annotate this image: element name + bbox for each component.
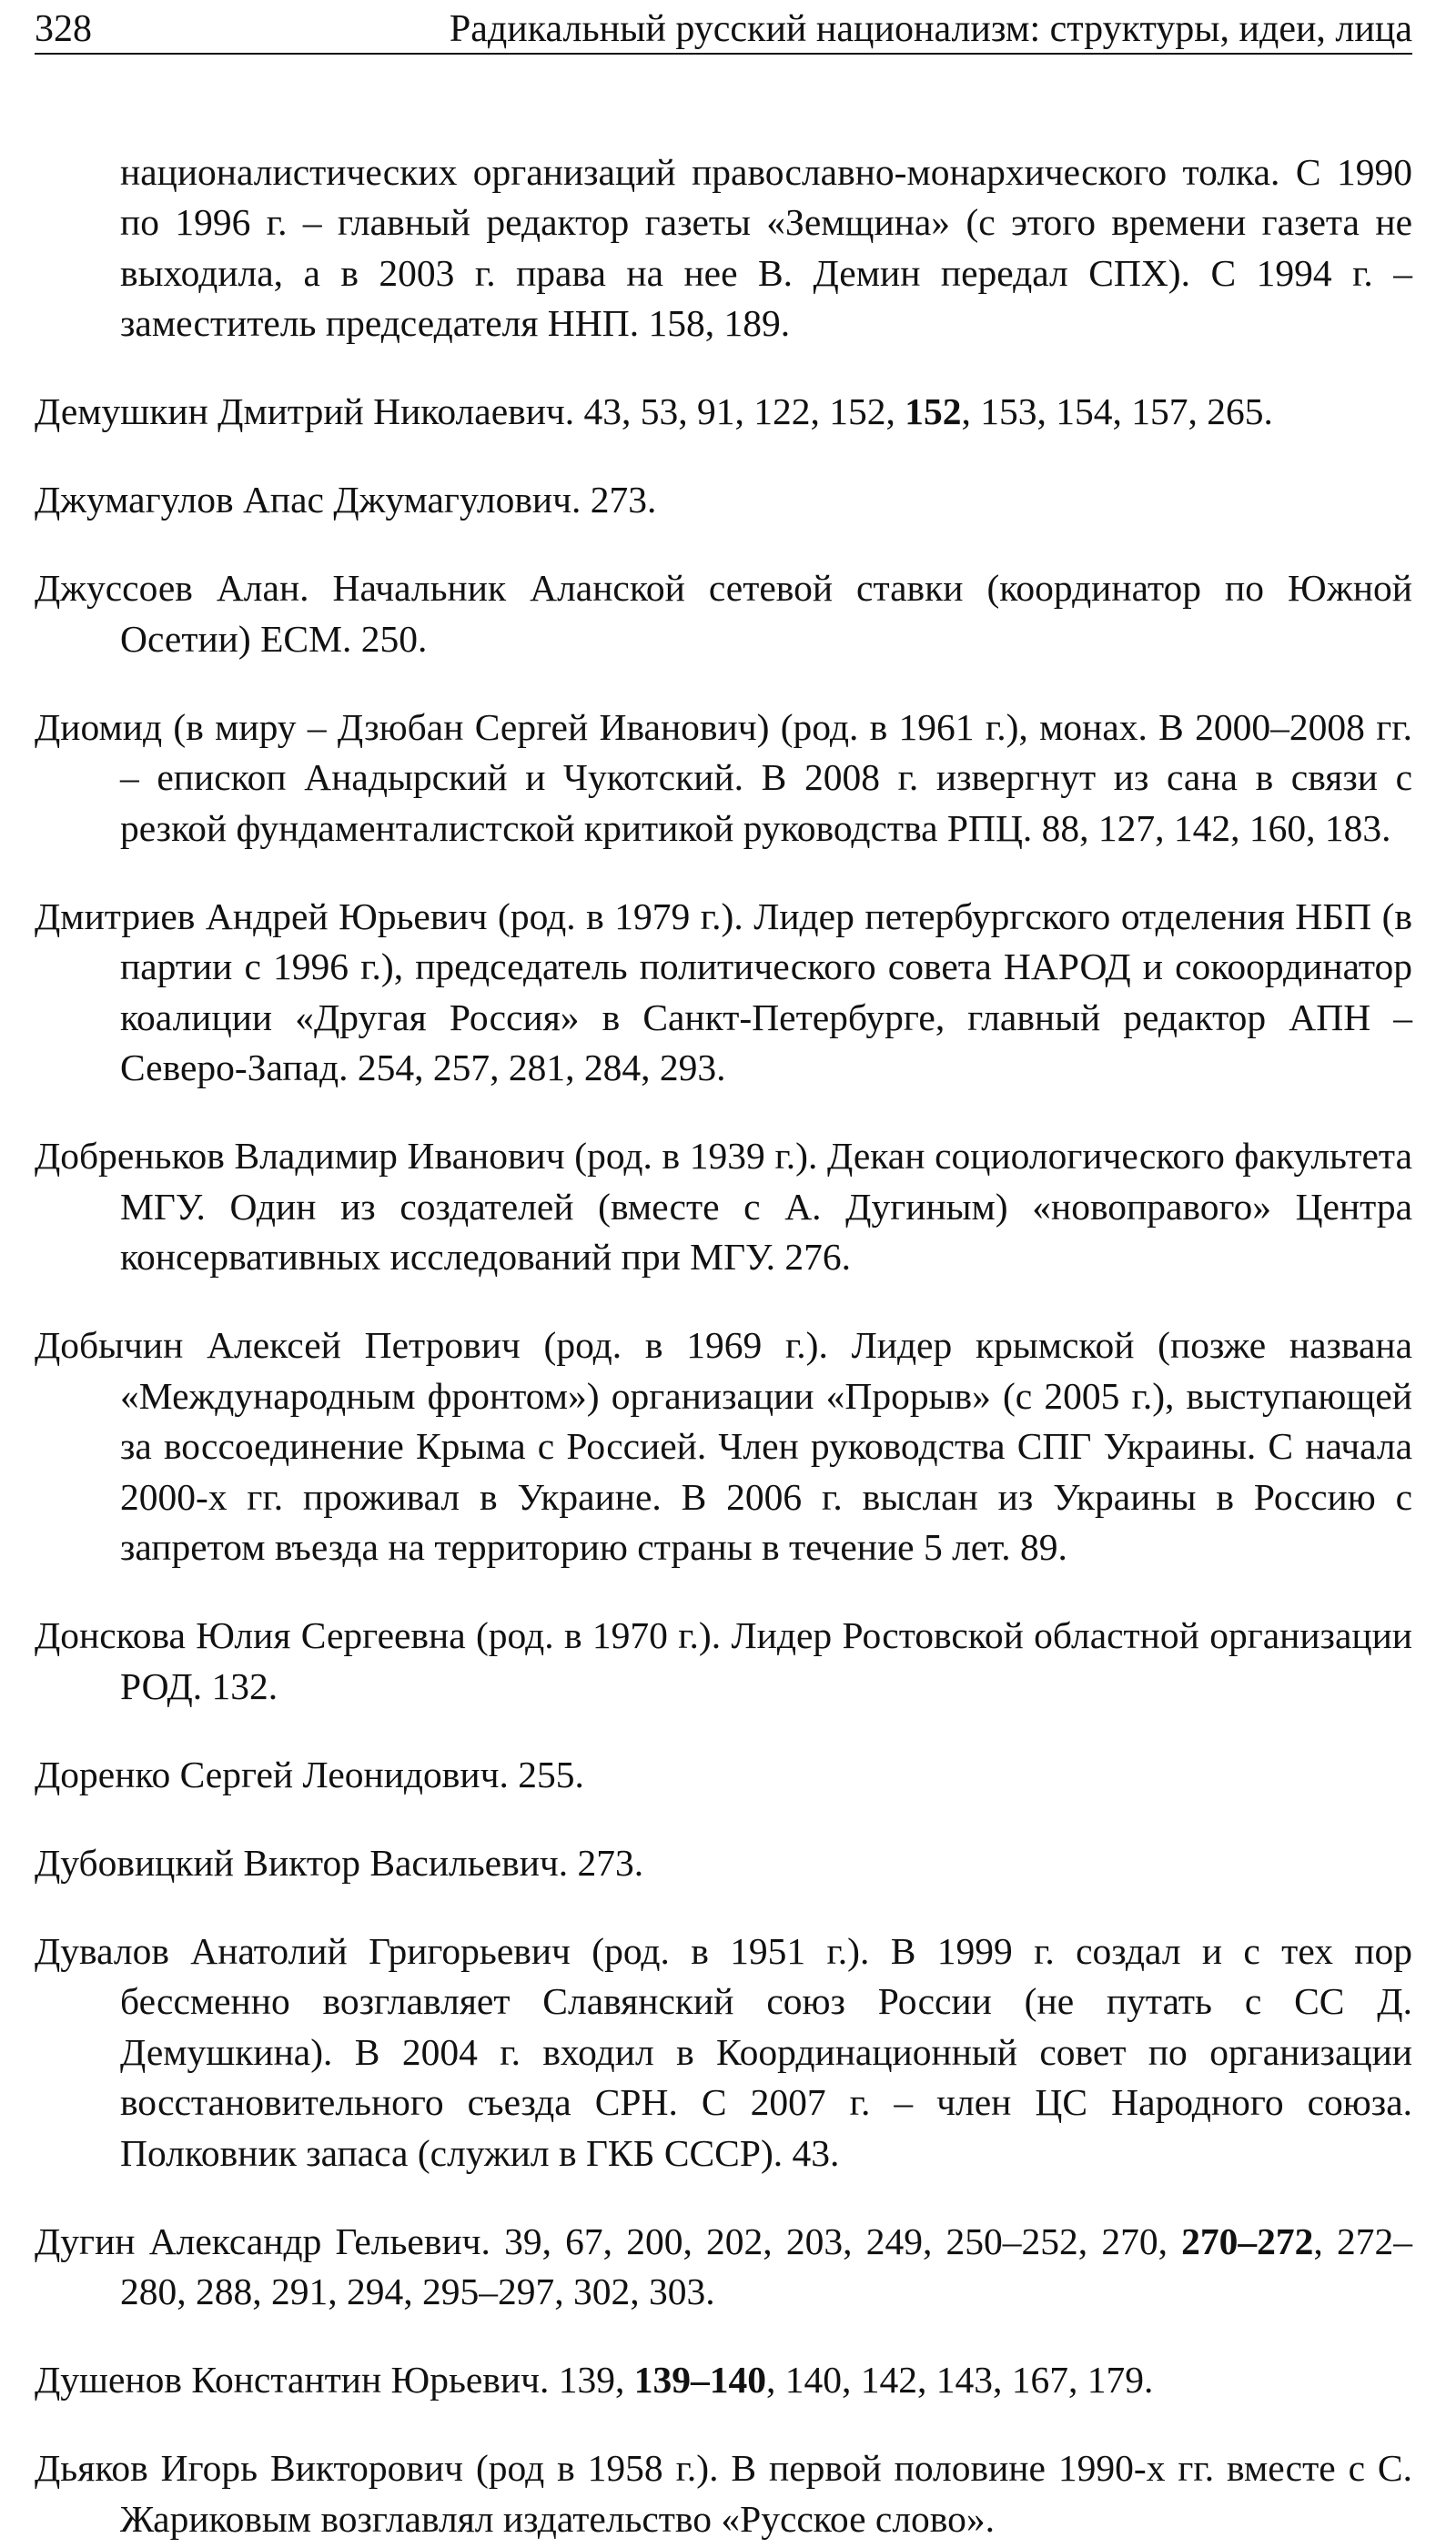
bold-page-ref: 139–140: [633, 2359, 766, 2401]
index-entry-dzhussoev: Джуссоев Алан. Начальник Аланской сетевой ставки (координатор по Южной Осетии) ЕСМ. 250.: [35, 567, 1412, 660]
index-entry-dubovitsky: Дубовицкий Виктор Васильевич. 273.: [35, 1841, 644, 1884]
index-entry-dugin: Дугин Александр Гельевич. 39, 67, 200, 202, 203, 249, 250–252, 270, 270–272, 272–280, 288, 291, 294, 295–297, 302, 303.: [35, 2219, 1412, 2312]
index-entry-duvalov: Дувалов Анатолий Григорьевич (род. в 1951 г.). В 1999 г. создал и с тех пор бессменно возглавляет Славянский союз России (не путать с СС Д. Демушкина). В 2004 г. входил в Координационный совет по организации восстановительного съезда СРН. С 2007 г. – член ЦС Народного союза. Полковник запаса (служил в ГКБ СССР). 43.: [35, 1929, 1412, 2174]
index-body: [35, 109, 1412, 2548]
index-entry-dorenko: Доренко Сергей Леонидович. 255.: [35, 1753, 584, 1795]
bold-page-ref: 152: [905, 390, 962, 432]
index-entry-demushkin: Демушкин Дмитрий Николаевич. 43, 53, 91, 122, 152, 152, 153, 154, 157, 265.: [35, 390, 1273, 432]
index-entry-dzhumagulov: Джумагулов Апас Джумагулович. 273.: [35, 479, 657, 521]
index-entry-dmitriev: Дмитриев Андрей Юрьевич (род. в 1979 г.). Лидер петербургского отделения НБП (в партии с 1996 г.), председатель политического совета НАРОД и сокоординатор коалиции «Другая Россия» в Санкт-Петербурге, главный редактор АПН – Северо-Запад. 254, 257, 281, 284, 293.: [35, 895, 1412, 1088]
index-entry-dobrenkov: Добреньков Владимир Иванович (род. в 1939 г.). Декан социологического факультета МГУ. Один из создателей (вместе с А. Дугиным) «новоправого» Центра консервативных исследований при МГУ. 276.: [35, 1135, 1412, 1278]
document-page: [35, 0, 1412, 2540]
index-entry-demin-continued: националистических организаций православно-монархического толка. С 1990 по 1996 г. – главный редактор газеты «Земщина» (с этого времени газета не выходила, а в 2003 г. права на нее В. Демин передал СПХ). С 1994 г. – заместитель председателя ННП. 158, 189.: [120, 150, 1412, 344]
index-entry-donskova: Донскова Юлия Сергеевна (род. в 1970 г.). Лидер Ростовской областной организации РОД. 132.: [35, 1614, 1412, 1707]
running-header: [35, 5, 1412, 55]
index-entry-diomid: Диомид (в миру – Дзюбан Сергей Иванович) (род. в 1961 г.), монах. В 2000–2008 гг. – епископ Анадырский и Чукотский. В 2008 г. извергнут из сана в связи с резкой фундаменталистской критикой руководства РПЦ. 88, 127, 142, 160, 183.: [35, 705, 1412, 849]
bold-page-ref: 270–272: [1181, 2219, 1314, 2262]
index-entry-dushenov: Душенов Константин Юрьевич. 139, 139–140, 140, 142, 143, 167, 179.: [35, 2359, 1154, 2401]
running-title: Радикальный русский национализм: структуры, идеи, лица: [449, 8, 1412, 50]
index-entry-dobychin: Добычин Алексей Петрович (род. в 1969 г.). Лидер крымской (позже названа «Международным фронтом») организации «Прорыв» (с 2005 г.), выступающей за воссоединение Крыма с Россией. Член руководства СПГ Украины. С начала 2000-х гг. проживал в Украине. В 2006 г. выслан из Украины в Россию с запретом въезда на территорию страны в течение 5 лет. 89.: [35, 1324, 1412, 1568]
page-number: 328: [35, 8, 92, 50]
index-entry-dyakov: Дьяков Игорь Викторович (род в 1958 г.). В первой половине 1990-х гг. вместе с С. Жариковым возглавлял издательство «Русское слово».: [35, 2447, 1412, 2540]
